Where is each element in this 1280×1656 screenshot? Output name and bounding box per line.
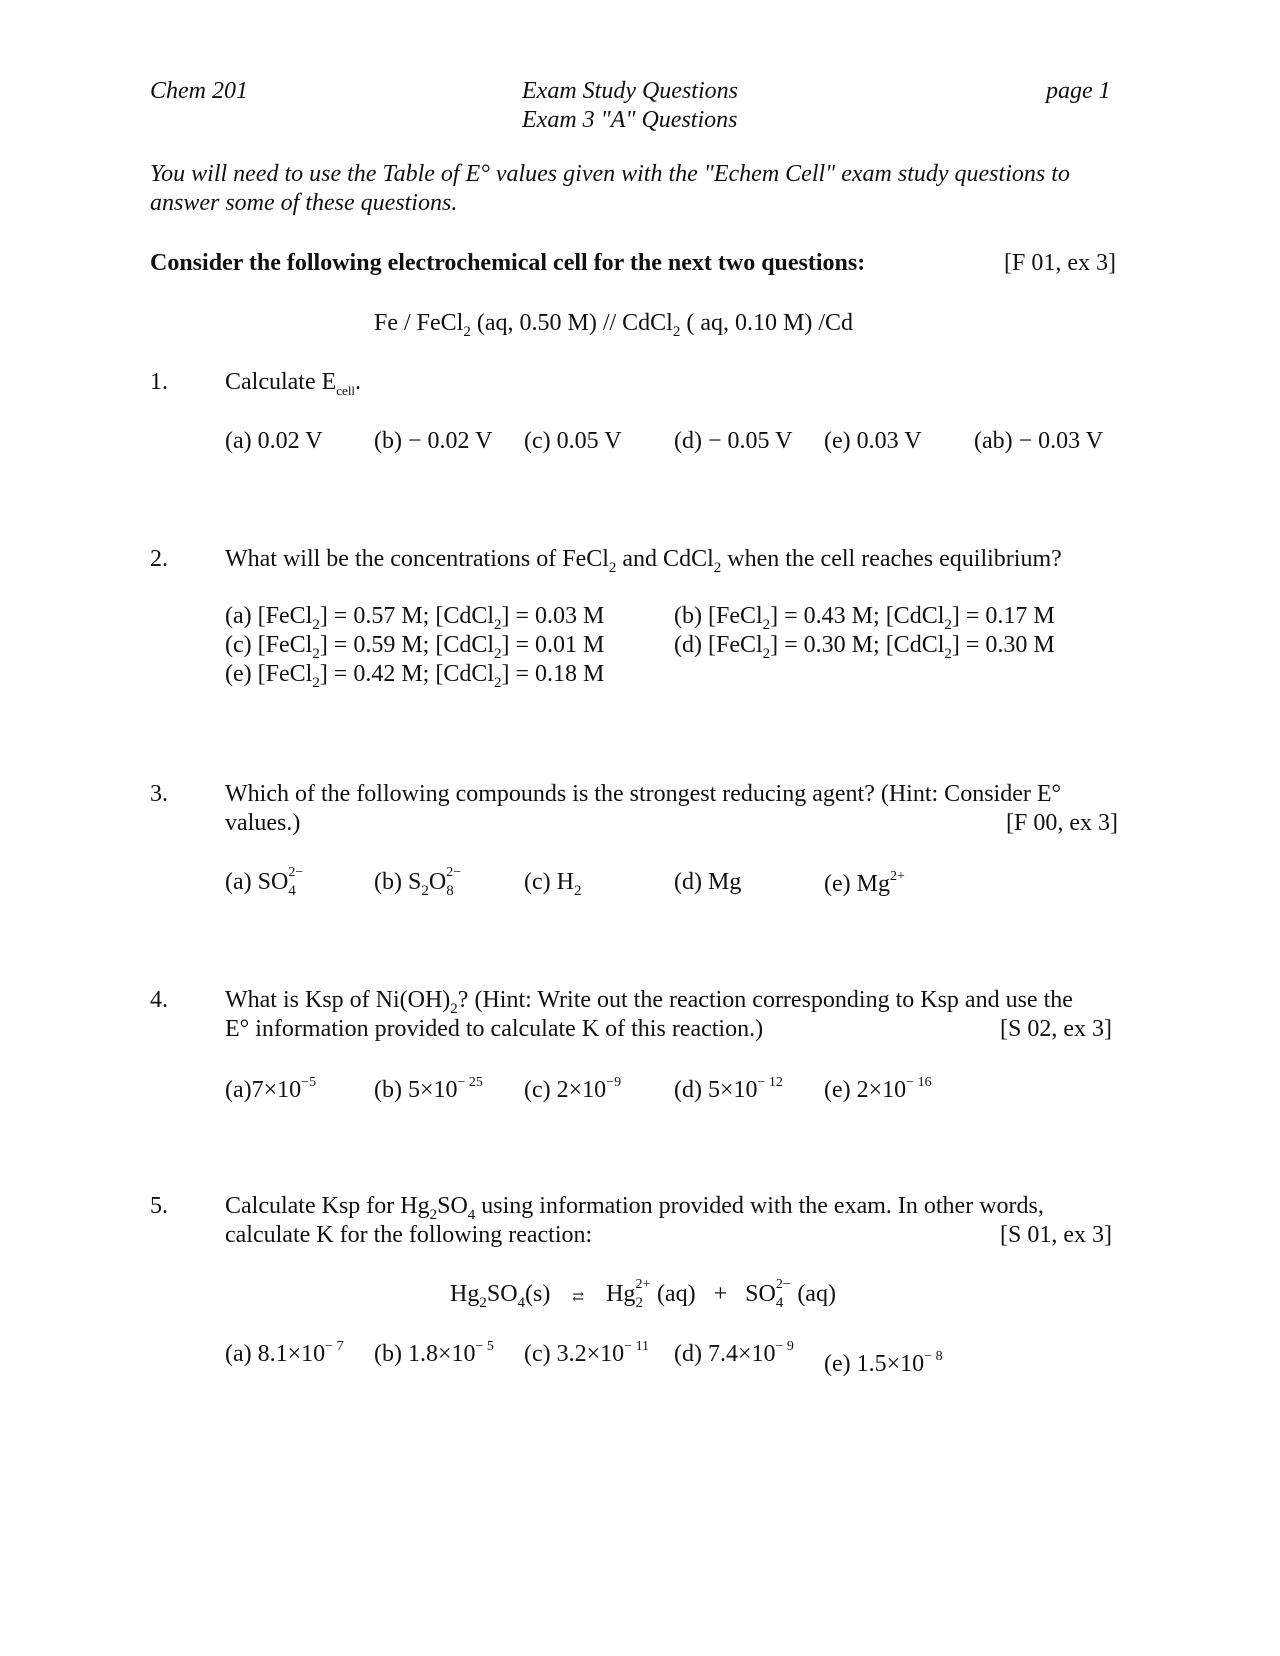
question-1-number: 1. bbox=[150, 369, 168, 395]
q3-choice-b: (b) $S_2O_8$ 2− bbox=[374, 865, 462, 899]
question-2-text: What will be the concentrations of FeCl$_2$ and CdCl$_2$ when the cell reaches equilibrium? bbox=[225, 546, 1062, 576]
cell-notation: Fe / FeCl$_2$ (aq, 0.50 M) // CdCl$_2$ ( aq, 0.10 M) /Cd bbox=[374, 310, 853, 340]
q5-choice-b: (b) $1.8\times 10^{- 5}$ bbox=[374, 1339, 494, 1367]
question-4-line-2: E° information provided to calculate K of this reaction.) bbox=[225, 1016, 764, 1042]
question-4-line-1: What is Ksp of $Ni(OH)_2$? (Hint: Write out the reaction corresponding to Ksp and use the bbox=[225, 987, 1073, 1017]
q5-choice-a: (a) $8.1\times 10^{- 7}$ bbox=[225, 1339, 344, 1367]
q1-choice-b: (b) − 0.02 V bbox=[374, 428, 493, 454]
section-source: [F 01, ex 3] bbox=[1004, 250, 1116, 276]
q3-choice-c: (c) $H_2$ bbox=[524, 869, 582, 899]
q4-choice-b: (b) $5\times 10^{- 25}$ bbox=[374, 1075, 483, 1103]
course-name: Chem 201 bbox=[150, 78, 248, 104]
question-3-line-1: Which of the following compounds is the strongest reducing agent? (Hint: Consider E° bbox=[225, 781, 1062, 807]
question-5-line-2: calculate K for the following reaction: bbox=[225, 1222, 593, 1248]
reaction-equation: $Hg_2SO_4(s)$ ⇄ $Hg_2$ 2+ $(aq) + SO_4$ 2− (aq) bbox=[450, 1277, 836, 1311]
question-3-source: [F 00, ex 3] bbox=[1006, 810, 1118, 836]
q1-choice-a: (a) 0.02 V bbox=[225, 428, 323, 454]
question-5-number: 5. bbox=[150, 1193, 168, 1219]
q1-choice-c: (c) 0.05 V bbox=[524, 428, 622, 454]
question-3-line-2: values.) bbox=[225, 810, 301, 836]
q3-choice-d: (d) Mg bbox=[674, 869, 742, 895]
q2-choice-c: (c) [FeCl$_2$] = 0.59 M; [CdCl$_2$] = 0.01 M bbox=[225, 632, 605, 662]
q5-choice-c: (c) $3.2\times 10^{- 11}$ bbox=[524, 1339, 650, 1367]
q4-choice-e: (e) $2\times 10^{- 16}$ bbox=[824, 1075, 932, 1103]
question-5-source: [S 01, ex 3] bbox=[1000, 1222, 1112, 1248]
q1-choice-ab: (ab) − 0.03 V bbox=[974, 428, 1104, 454]
q4-choice-a: $(a)7\times 10^{-5}$ bbox=[225, 1075, 317, 1103]
q2-choice-e: (e) [FeCl$_2$] = 0.42 M; [CdCl$_2$] = 0.18 M bbox=[225, 661, 605, 691]
page-subtitle: Exam 3 "A" Questions bbox=[522, 107, 738, 133]
page-number: page 1 bbox=[1046, 78, 1111, 104]
question-3-number: 3. bbox=[150, 781, 168, 807]
q1-choice-e: (e) 0.03 V bbox=[824, 428, 922, 454]
q1-choice-d: (d) − 0.05 V bbox=[674, 428, 793, 454]
q3-choice-e: (e) $Mg^{2+}$ bbox=[824, 869, 905, 897]
intro-line-2: answer some of these questions. bbox=[150, 190, 458, 216]
q2-choice-a: (a) [FeCl$_2$] = 0.57 M; [CdCl$_2$] = 0.03 M bbox=[225, 603, 605, 633]
question-5-line-1: Calculate Ksp for $Hg_2SO_4$ using information provided with the exam. In other words, bbox=[225, 1193, 1044, 1223]
q5-choice-e: (e) $1.5\times 10^{- 8}$ bbox=[824, 1349, 943, 1377]
section-heading: Consider the following electrochemical cell for the next two questions: bbox=[150, 250, 866, 276]
question-4-number: 4. bbox=[150, 987, 168, 1013]
page-title: Exam Study Questions bbox=[522, 78, 738, 104]
q2-choice-d: (d) [FeCl$_2$] = 0.30 M; [CdCl$_2$] = 0.30 M bbox=[674, 632, 1055, 662]
question-2-number: 2. bbox=[150, 546, 168, 572]
q3-choice-a: (a) $SO_4$ 2− bbox=[225, 865, 304, 899]
question-1-text: Calculate $E_{cell}$. bbox=[225, 369, 362, 398]
question-4-source: [S 02, ex 3] bbox=[1000, 1016, 1112, 1042]
q4-choice-d: (d) $5\times 10^{- 12}$ bbox=[674, 1075, 783, 1103]
intro-line-1: You will need to use the Table of E° values given with the "Echem Cell" exam study questions to bbox=[150, 161, 1070, 187]
q2-choice-b: (b) [FeCl$_2$] = 0.43 M; [CdCl$_2$] = 0.17 M bbox=[674, 603, 1055, 633]
q5-choice-d: (d) $7.4\times 10^{- 9}$ bbox=[674, 1339, 794, 1367]
equilibrium-arrow-icon: ⇄ bbox=[572, 1290, 585, 1305]
q4-choice-c: (c) $2\times 10^{-9}$ bbox=[524, 1075, 622, 1103]
